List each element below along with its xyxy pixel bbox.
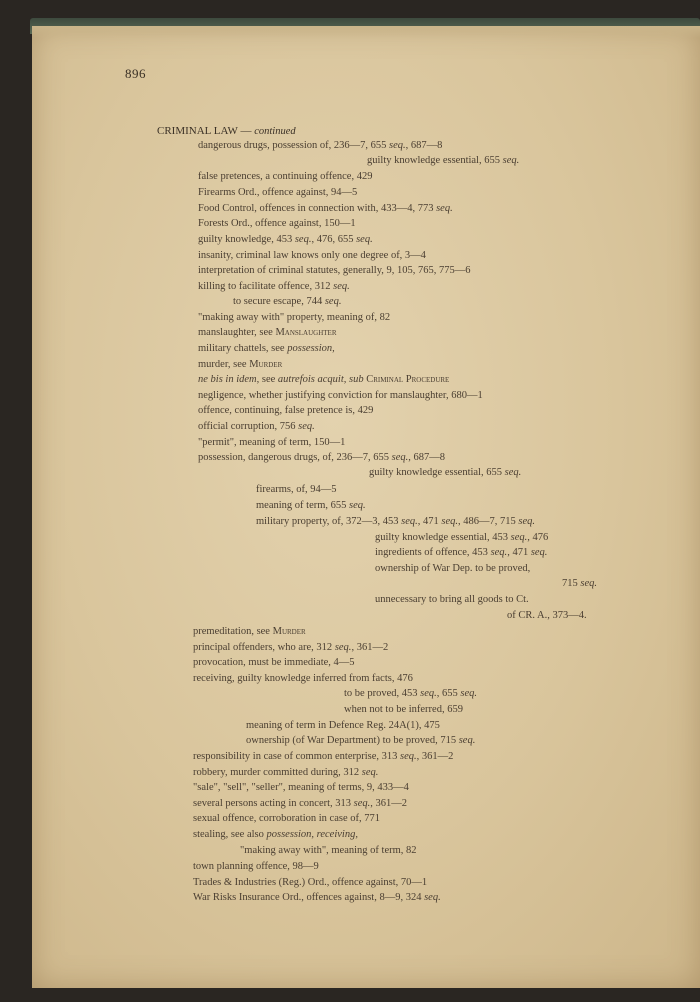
entry-text: War Risks Insurance Ord., offences against, 8—9, 324 — [193, 892, 425, 903]
index-entry — [193, 877, 427, 889]
italic-text: seq. — [530, 547, 548, 558]
index-entry — [198, 359, 282, 371]
italic-text: seq. — [401, 516, 418, 527]
index-entry — [369, 467, 521, 479]
entry-text: guilty knowledge essential, 655 — [367, 155, 503, 166]
entry-text: , 471 — [507, 547, 531, 558]
small-caps-ref: Murder — [249, 359, 283, 370]
entry-text: , 687—8 — [405, 140, 443, 151]
entry-text: receiving, guilty knowledge inferred from facts, 476 — [193, 673, 413, 684]
entry-text: robbery, murder committed during, 312 — [193, 767, 362, 778]
entry-text: Trades & Industries (Reg.) Ord., offence against, 70—1 — [193, 877, 428, 888]
entry-text: offence, continuing, false pretence is, 429 — [198, 405, 374, 416]
entry-text: see — [259, 374, 278, 385]
index-entry — [246, 735, 475, 747]
index-entry — [256, 516, 535, 528]
entry-text: false pretences, a continuing offence, 429 — [198, 171, 373, 182]
index-entry — [198, 343, 335, 355]
entry-text: Food Control, offences in connection with, 433—4, 773 — [198, 203, 437, 214]
italic-text: seq. — [389, 140, 406, 151]
index-entry — [198, 250, 426, 262]
entry-text: meaning of term, 655 — [256, 500, 350, 511]
heading-continued: continued — [254, 126, 296, 137]
entry-text: manslaughter, see — [198, 327, 276, 338]
entry-text: negligence, whether justifying conviction for manslaughter, 680—1 — [198, 390, 483, 401]
index-entry — [193, 829, 358, 841]
index-entry — [193, 782, 409, 794]
index-entry — [507, 610, 587, 622]
entry-text: dangerous drugs, possession of, 236—7, 655 — [198, 140, 390, 151]
entry-text: responsibility in case of common enterprise, 313 — [193, 751, 401, 762]
index-entry — [198, 171, 372, 183]
entry-text: military chattels, see — [198, 343, 288, 354]
entry-text: guilty knowledge essential, 655 — [369, 467, 505, 478]
index-entry — [198, 437, 345, 449]
italic-text: seq. — [580, 578, 597, 589]
italic-text: seq. — [298, 421, 315, 432]
entry-text: , 655 — [436, 688, 461, 699]
entry-text: Forests Ord., offence against, 150—1 — [198, 218, 356, 229]
index-entry — [233, 296, 341, 308]
italic-text: seq. — [420, 688, 437, 699]
italic-text: seq. — [349, 500, 366, 511]
italic-text: seq. — [504, 467, 522, 478]
entry-text: when not to be inferred, 659 — [344, 704, 463, 715]
italic-text: autrefois acquit, sub — [277, 374, 364, 385]
index-entry — [344, 704, 463, 716]
index-entry — [375, 594, 529, 606]
italic-text: seq. — [490, 547, 508, 558]
index-entry — [198, 140, 442, 152]
italic-text: seq. — [441, 516, 459, 527]
entry-text: 715 — [562, 578, 581, 589]
index-entry — [193, 657, 355, 669]
small-caps-ref: Criminal Procedure — [363, 374, 450, 385]
index-entry — [246, 720, 440, 732]
index-entry — [193, 798, 407, 810]
index-entry — [198, 452, 445, 464]
index-entry — [198, 374, 449, 386]
entry-text: unnecessary to bring all goods to Ct. — [375, 594, 529, 605]
entry-text: , 486—7, 715 — [458, 516, 519, 527]
italic-text: seq. — [324, 296, 342, 307]
entry-text: , 361—2 — [351, 642, 389, 653]
entry-text: ownership of War Dep. to be proved, — [375, 563, 531, 574]
index-entry — [375, 532, 548, 544]
italic-text: seq. — [518, 516, 536, 527]
entry-text: murder, see — [198, 359, 250, 370]
entry-text: of CR. A., 373—4. — [507, 610, 587, 621]
index-entry — [240, 845, 417, 857]
entry-text: guilty knowledge essential, 453 — [375, 532, 511, 543]
entry-text: , 476 — [527, 532, 549, 543]
italic-text: seq. — [361, 767, 379, 778]
entry-text: principal offenders, who are, 312 — [193, 642, 335, 653]
index-entry — [198, 405, 373, 417]
index-entry — [198, 312, 390, 324]
index-entry — [193, 626, 306, 638]
entry-text: , 471 — [417, 516, 442, 527]
entry-text: killing to facilitate offence, 312 — [198, 281, 334, 292]
entry-text: to secure escape, 744 — [233, 296, 325, 307]
entry-text: "permit", meaning of term, 150—1 — [198, 437, 346, 448]
index-entry — [198, 234, 373, 246]
index-entry — [198, 390, 483, 402]
index-entry — [198, 421, 315, 433]
index-entry — [375, 563, 530, 575]
index-entry — [193, 673, 413, 685]
entry-text: premeditation, see — [193, 626, 273, 637]
italic-text: seq. — [356, 234, 373, 245]
entry-text: official corruption, 756 — [198, 421, 299, 432]
index-entry — [193, 813, 380, 825]
index-entry — [344, 688, 477, 700]
entry-text: provocation, must be immediate, 4—5 — [193, 657, 355, 668]
italic-text: seq. — [502, 155, 520, 166]
entry-text: possession, dangerous drugs, of, 236—7, 655 — [198, 452, 392, 463]
italic-text: seq. — [400, 751, 417, 762]
entry-text: , 687—8 — [408, 452, 446, 463]
italic-text: seq. — [460, 688, 477, 699]
index-entry — [198, 281, 350, 293]
index-entry — [193, 751, 453, 763]
italic-text: possession, receiving, — [266, 829, 358, 840]
entry-text: , 361—2 — [370, 798, 408, 809]
entry-text: stealing, see also — [193, 829, 267, 840]
entry-text: firearms, of, 94—5 — [256, 484, 337, 495]
entry-text: ownership (of War Department) to be proved, 715 — [246, 735, 459, 746]
entry-text: to be proved, 453 — [344, 688, 421, 699]
heading-title: CRIMINAL LAW — — [157, 125, 252, 137]
entry-text: "sale", "sell", "seller", meaning of terms, 9, 433—4 — [193, 782, 409, 793]
index-heading — [157, 125, 296, 138]
index-entry — [198, 203, 453, 215]
entry-text: ingredients of offence, 453 — [375, 547, 491, 558]
entry-text: guilty knowledge, 453 — [198, 234, 295, 245]
index-entry — [367, 155, 519, 167]
index-entry — [256, 484, 336, 496]
index-entry — [198, 218, 356, 230]
entry-text: meaning of term in Defence Reg. 24A(1), 475 — [246, 720, 440, 731]
page-top-shadow — [32, 26, 700, 38]
entry-text: Firearms Ord., offence against, 94—5 — [198, 187, 358, 198]
index-entry — [562, 578, 597, 590]
italic-text: seq. — [334, 642, 352, 653]
page-number: 896 — [125, 66, 146, 81]
italic-text: seq. — [333, 281, 350, 292]
entry-text: several persons acting in concert, 313 — [193, 798, 354, 809]
entry-text: insanity, criminal law knows only one degree of, 3—4 — [198, 250, 426, 261]
small-caps-ref: Murder — [272, 626, 306, 637]
index-entry — [198, 327, 337, 339]
entry-text: "making away with", meaning of term, 82 — [240, 845, 417, 856]
index-entry — [375, 547, 547, 559]
italic-text: seq. — [510, 532, 528, 543]
italic-text: seq. — [391, 452, 409, 463]
italic-text: ne bis in idem, — [198, 374, 260, 385]
index-entry — [198, 265, 471, 277]
entry-text: , 361—2 — [416, 751, 454, 762]
index-entry — [198, 187, 357, 199]
italic-text: seq. — [436, 203, 453, 214]
index-entry — [256, 500, 366, 512]
entry-text: interpretation of criminal statutes, generally, 9, 105, 765, 775—6 — [198, 265, 471, 276]
index-entry — [193, 642, 388, 654]
small-caps-ref: Manslaughter — [275, 327, 337, 338]
italic-text: seq. — [294, 234, 312, 245]
entry-text: "making away with" property, meaning of, 82 — [198, 312, 391, 323]
index-entry — [193, 892, 441, 904]
italic-text: seq. — [458, 735, 476, 746]
entry-text: sexual offence, corroboration in case of, 771 — [193, 813, 380, 824]
index-entry — [193, 767, 378, 779]
entry-text: town planning offence, 98—9 — [193, 861, 319, 872]
index-entry — [193, 861, 319, 873]
italic-text: possession, — [287, 343, 335, 354]
italic-text: seq. — [424, 892, 441, 903]
italic-text: seq. — [353, 798, 371, 809]
entry-text: military property, of, 372—3, 453 — [256, 516, 402, 527]
entry-text: , 476, 655 — [311, 234, 357, 245]
